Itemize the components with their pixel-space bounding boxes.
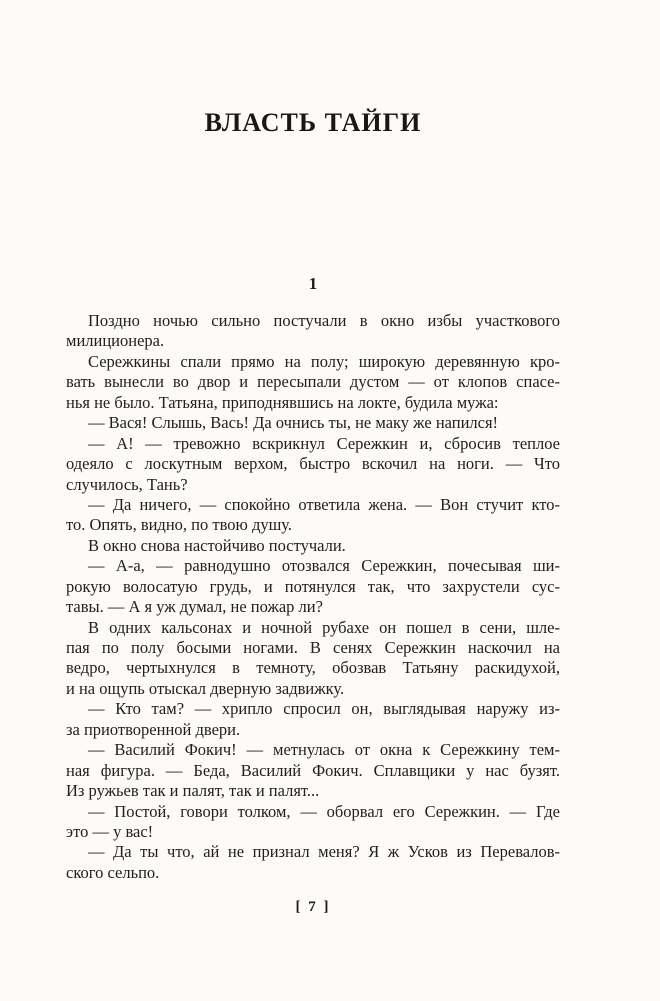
text-line: нья не было. Татьяна, приподнявшись на локте, будила мужа: [66, 392, 499, 412]
paragraph [66, 413, 560, 433]
text-line: ная фигура. — Беда, Василий Фокич. Сплавщики у нас бузят. [66, 760, 560, 780]
text-line: одеяло с лоскутным верхом, быстро вскочил на ноги. — Что [66, 454, 560, 474]
text-line: тавы. — А я уж думал, не пожар ли? [66, 597, 323, 617]
paragraph [66, 802, 560, 843]
text-line: за приотворенной двери. [66, 719, 241, 739]
text-line: пая по полу босыми ногами. В сенях Сережкин наскочил на [66, 638, 560, 657]
text-line: — Вася! Слышь, Вась! Да очнись ты, не маку же напился! [88, 413, 499, 433]
paragraph [66, 699, 560, 740]
paragraph [66, 556, 560, 617]
text-line: В окно снова настойчиво постучали. [88, 535, 346, 555]
paragraph [66, 434, 560, 495]
text-line: и на ощупь отыскал дверную задвижку. [66, 678, 345, 698]
text-line: ведро, чертыхнулся в темноту, обозвав Татьяну раскидухой, [66, 658, 560, 678]
paragraph [66, 311, 560, 352]
page-number: [ 7 ] [295, 899, 331, 915]
paragraph [66, 536, 560, 556]
text-line: рокую волосатую грудь, и потянулся так, что захрустели сус- [66, 576, 560, 596]
text-line: — А-а, — равнодушно отозвался Сережкин, почесывая ши- [88, 556, 560, 576]
text-line: вать вынесли во двор и пересыпали дустом — от клопов спасе- [66, 372, 560, 392]
body-text [66, 311, 560, 883]
paragraph [66, 842, 560, 883]
text-line: — Кто там? — хрипло спросил он, выглядывая наружу из- [88, 699, 560, 719]
text-line: Поздно ночью сильно постучали в окно избы участкового [88, 311, 560, 330]
text-line: В одних кальсонах и ночной рубахе он пошел в сени, шле- [88, 617, 560, 637]
paragraph [66, 740, 560, 801]
text-line: милиционера. [66, 331, 165, 351]
section-number: 1 [308, 274, 318, 293]
text-line: Сережкины спали прямо на полу; широкую деревянную кро- [88, 351, 560, 371]
paragraph [66, 352, 560, 413]
text-line: — Постой, говори толком, — оборвал его Сережкин. — Где [88, 801, 560, 821]
text-line: то. Опять, видно, по твою душу. [66, 515, 293, 535]
text-line: Из ружьев так и палят, так и палят... [66, 781, 320, 801]
text-line: — Василий Фокич! — метнулась от окна к Сережкину тем- [88, 740, 560, 760]
text-line: — Да ничего, — спокойно ответила жена. — Вон стучит кто- [88, 494, 560, 514]
chapter-title: ВЛАСТЬ ТАЙГИ [204, 108, 422, 137]
text-line: это — у вас! [66, 821, 154, 841]
paragraph [66, 618, 560, 700]
text-line: — А! — тревожно вскрикнул Сережкин и, сбросив теплое [88, 433, 560, 453]
paragraph [66, 495, 560, 536]
text-line: — Да ты что, ай не признал меня? Я ж Усков из Перевалов- [88, 842, 560, 862]
text-line: случилось, Тань? [66, 474, 188, 494]
text-line: ского сельпо. [66, 862, 160, 882]
